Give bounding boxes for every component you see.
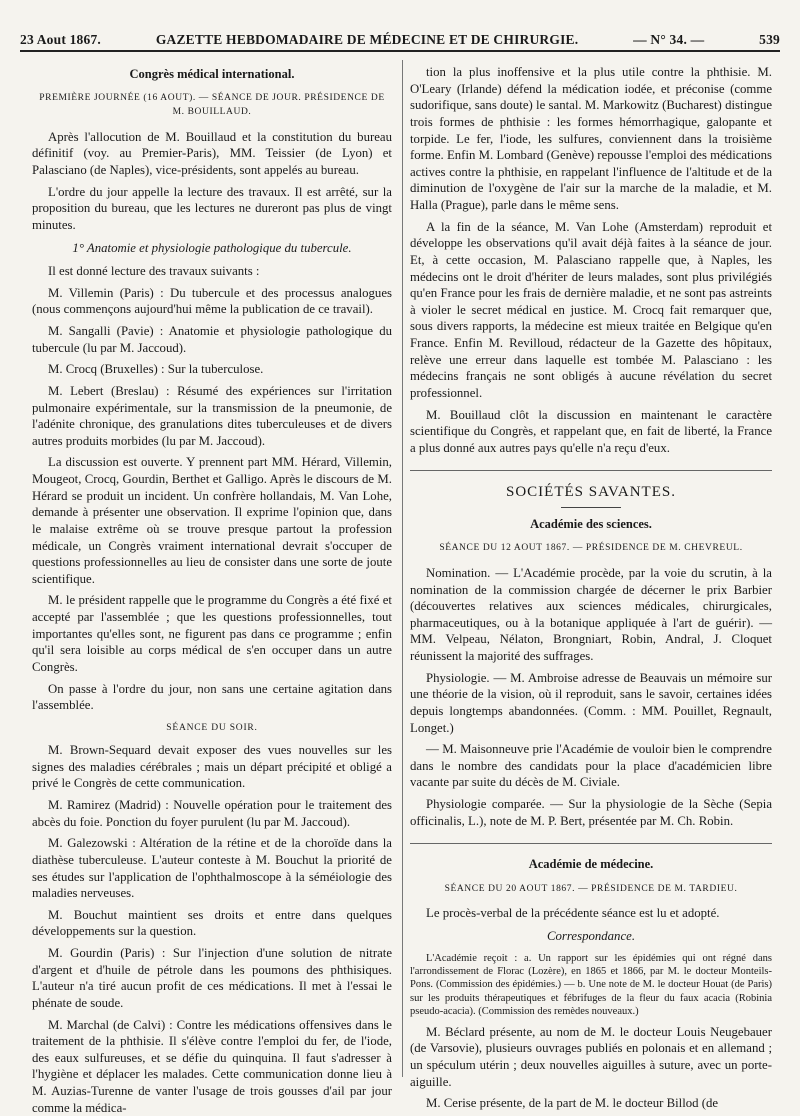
paragraph: M. Béclard présente, au nom de M. le docteur Louis Neugebauer (de Varsovie), plusieurs ouvrages publiés en polonais et en allemand ; un spéculum utérin ; deux nouvelles aiguilles à suture, avec un porte-aiguille. <box>410 1024 772 1091</box>
paragraph: M. Cerise présente, de la part de M. le docteur Billod (de <box>410 1095 772 1112</box>
right-column <box>410 62 772 1077</box>
paragraph: M. Marchal (de Calvi) : Contre les médications offensives dans le traitement de la phthisie. Il s'élève contre l'emploi du fer, de l'iode, des eaux sulfureuses, et se défie du quinquina. Il faut s'adresser à l'hygiène et déplacer les malades. Cette communication donne lieu à M. Auzias-Turenne de vanter l'usage de trois gousses d'ail par jour comme la médica- <box>32 1017 392 1116</box>
paragraph: M. Gourdin (Paris) : Sur l'injection d'une solution de nitrate d'argent et d'huile de pétrole dans les poumons des phthisiques. L'auteur n'a tiré aucun profit de ces médications. Il met à l'essai le phénate de soude. <box>32 945 392 1012</box>
section-rule <box>410 470 772 471</box>
paragraph: M. Sangalli (Pavie) : Anatomie et physiologie pathologique du tubercule (lu par M. Jaccoud). <box>32 323 392 356</box>
header-date: 23 Aout 1867. <box>20 32 101 48</box>
paragraph: On passe à l'ordre du jour, non sans une certaine agitation dans l'assemblée. <box>32 681 392 714</box>
paragraph: M. Lebert (Breslau) : Résumé des expériences sur l'irritation pulmonaire expérimentale, sur la transmission de la pneumonie, de l'adénite chronique, des granulations dites tuberculeuses et de divers autres produits morbides (lu par M. Jaccoud). <box>32 383 392 450</box>
paragraph: M. le président rappelle que le programme du Congrès a été fixé et accepté par l'assemblée ; que les questions professionnelles, tout importantes qu'elles sont, ne figurent pas dans ce programme ; enfin qu'il sera loisible au corps médical de s'en occuper dans un autre Congrès. <box>32 592 392 675</box>
paragraph: M. Brown-Sequard devait exposer des vues nouvelles sur les signes des maladies cérébrales ; mais un départ précipité et obligé a privé le Congrès de cette communication. <box>32 742 392 792</box>
section-title: Académie des sciences. <box>410 516 772 532</box>
title-underline <box>561 507 621 508</box>
session-subtitle: PREMIÈRE JOURNÉE (16 AOUT). — SÉANCE DE JOUR. PRÉSIDENCE DE M. BOUILLAUD. <box>32 92 392 120</box>
paragraph: tion la plus inoffensive et la plus utile contre la phthisie. M. O'Leary (Irlande) défend la médication iodée, et préconise (comme sudorifique, sans doute) le santal. M. Markowitz (Bucharest) distingue trois formes de phthisie : les formes hémorrhagique, galopante et torpide. Le fer, l'iode, les sulfures, conviennent dans la troisième forme. Enfin M. Lombard (Genève) repousse l'emploi des médications actives contre la phthisie, en rappelant l'influence de l'altitude et de la diminution de l'oxygène de l'air sur la marche de la maladie, et M. Halla (Prague), parle dans le même sens. <box>410 64 772 214</box>
paragraph: M. Bouillaud clôt la discussion en maintenant le caractère scientifique du Congrès, et rappelant que, en fait de liberté, la France a plus donné aux autres pays qu'elle n'a reçu d'eux. <box>410 407 772 457</box>
section-rule <box>410 843 772 844</box>
rubric-title: SOCIÉTÉS SAVANTES. <box>410 483 772 503</box>
session-heading: SÉANCE DU SOIR. <box>32 722 392 734</box>
header-issue: — N° 34. — <box>633 32 704 48</box>
paragraph: M. Galezowski : Altération de la rétine et de la choroïde dans la diathèse tuberculeuse. L'auteur conteste à M. Bouchut la priorité de ses études sur l'application de l'ophthalmoscope à la séméiologie des maladies nerveuses. <box>32 835 392 902</box>
paragraph: Il est donné lecture des travaux suivants : <box>32 263 392 280</box>
paragraph: — M. Maisonneuve prie l'Académie de vouloir bien le comprendre dans le nombre des candidats pour la place d'académicien libre vacante par suite du décès de M. Civiale. <box>410 741 772 791</box>
section-title: Académie de médecine. <box>410 856 772 872</box>
page-header <box>20 22 780 52</box>
subsection-title: Correspondance. <box>410 928 772 945</box>
paragraph: Physiologie comparée. — Sur la physiologie de la Sèche (Sepia officinalis, L.), note de M. P. Bert, présentée par M. Ch. Robin. <box>410 796 772 829</box>
header-page-number: 539 <box>759 32 780 48</box>
paragraph: M. Bouchut maintient ses droits et entre dans quelques développements sur la question. <box>32 907 392 940</box>
paragraph: Physiologie. — M. Ambroise adresse de Beauvais un mémoire sur une théorie de la vision, où il reproduit, sans le savoir, certaines idées depuis longtemps abandonnées. (Comm. : MM. Pouillet, Regnault, Longet.) <box>410 670 772 737</box>
paragraph: M. Villemin (Paris) : Du tubercule et des processus analogues (nous commençons aujourd'hui même la publication de ce travail). <box>32 285 392 318</box>
paragraph: M. Ramirez (Madrid) : Nouvelle opération pour le traitement des abcès du foie. Ponction du foyer purulent (lu par M. Jaccoud). <box>32 797 392 830</box>
subsection-title: 1° Anatomie et physiologie pathologique du tubercule. <box>32 240 392 257</box>
paragraph: A la fin de la séance, M. Van Lohe (Amsterdam) reproduit et développe les observations qu'il avait déjà faites à la séance de jour. Et, à cette occasion, M. Palasciano rappelle que, à Naples, les médecins ont le droit d'hériter de leurs malades, sont plus privilégiés qu'en France pour les frais de dernière maladie, et ne sont pas astreints à violer le secret médical en justice. M. Crocq fait remarquer que, sous divers rapports, la médecine est mieux traitée en Belgique qu'en France. Enfin M. Revilloud, rédacteur de la Gazette des hôpitaux, relève une erreur dans laquelle est tombée M. Palasciano : les médecins français ne sont obligés à aucune révélation du secret professionnel. <box>410 219 772 402</box>
session-subtitle: SÉANCE DU 20 AOUT 1867. — PRÉSIDENCE DE M. TARDIEU. <box>410 883 772 897</box>
paragraph: M. Crocq (Bruxelles) : Sur la tuberculose. <box>32 361 392 378</box>
header-title: GAZETTE HEBDOMADAIRE DE MÉDECINE ET DE CHIRURGIE. <box>156 32 579 48</box>
column-divider <box>402 60 403 1077</box>
correspondence-note: L'Académie reçoit : a. Un rapport sur les épidémies qui ont régné dans l'arrondissement de Florac (Lozère), en 1865 et 1866, par M. le docteur Monteils-Pons. (Commission des épidémies.) — b. Une note de M. le docteur Houat (de Paris) sur les produits thérapeutiques et fébrifuges de la fleur du faux acacia (Robinia pseudo-acacia). (Commission des remèdes nouveaux.) <box>410 952 772 1019</box>
paragraph: La discussion est ouverte. Y prennent part MM. Hérard, Villemin, Mougeot, Crocq, Gourdin, Berthet et Galligo. Après le discours de M. Hérard se produit un incident. Un confrère hollandais, M. Van Lohe, demande à présenter une observation. Il exprime l'opinion que, dans le malaise extrême où se trouve presque partout la profession médicale, un Congrès vraiment international devrait s'occuper de questions professionnelles au lieu de consister dans une sorte de joute scientifique. <box>32 454 392 587</box>
section-title: Congrès médical international. <box>32 66 392 82</box>
session-subtitle: SÉANCE DU 12 AOUT 1867. — PRÉSIDENCE DE M. CHEVREUL. <box>410 542 772 556</box>
paragraph: L'ordre du jour appelle la lecture des travaux. Il est arrêté, sur la proposition du bureau, que les lectures ne dureront pas plus de vingt minutes. <box>32 184 392 234</box>
paragraph: Le procès-verbal de la précédente séance est lu et adopté. <box>410 905 772 922</box>
paragraph: Après l'allocution de M. Bouillaud et la constitution du bureau définitif (voy. au Premier-Paris), MM. Teissier (de Lyon) et Palasciano (de Naples), vice-présidents, sont appelés au bureau. <box>32 129 392 179</box>
left-column <box>32 62 392 1077</box>
paragraph: Nomination. — L'Académie procède, par la voie du scrutin, à la nomination de la commission chargée de décerner le prix Barbier (découvertes relatives aux sciences médicales, chirurgicales, pharmaceutiques, ou à la botanique appliquée à l'art de guérir). — MM. Velpeau, Nélaton, Brongniart, Robin, Andral, J. Cloquet réunissent la majorité des suffrages. <box>410 565 772 665</box>
